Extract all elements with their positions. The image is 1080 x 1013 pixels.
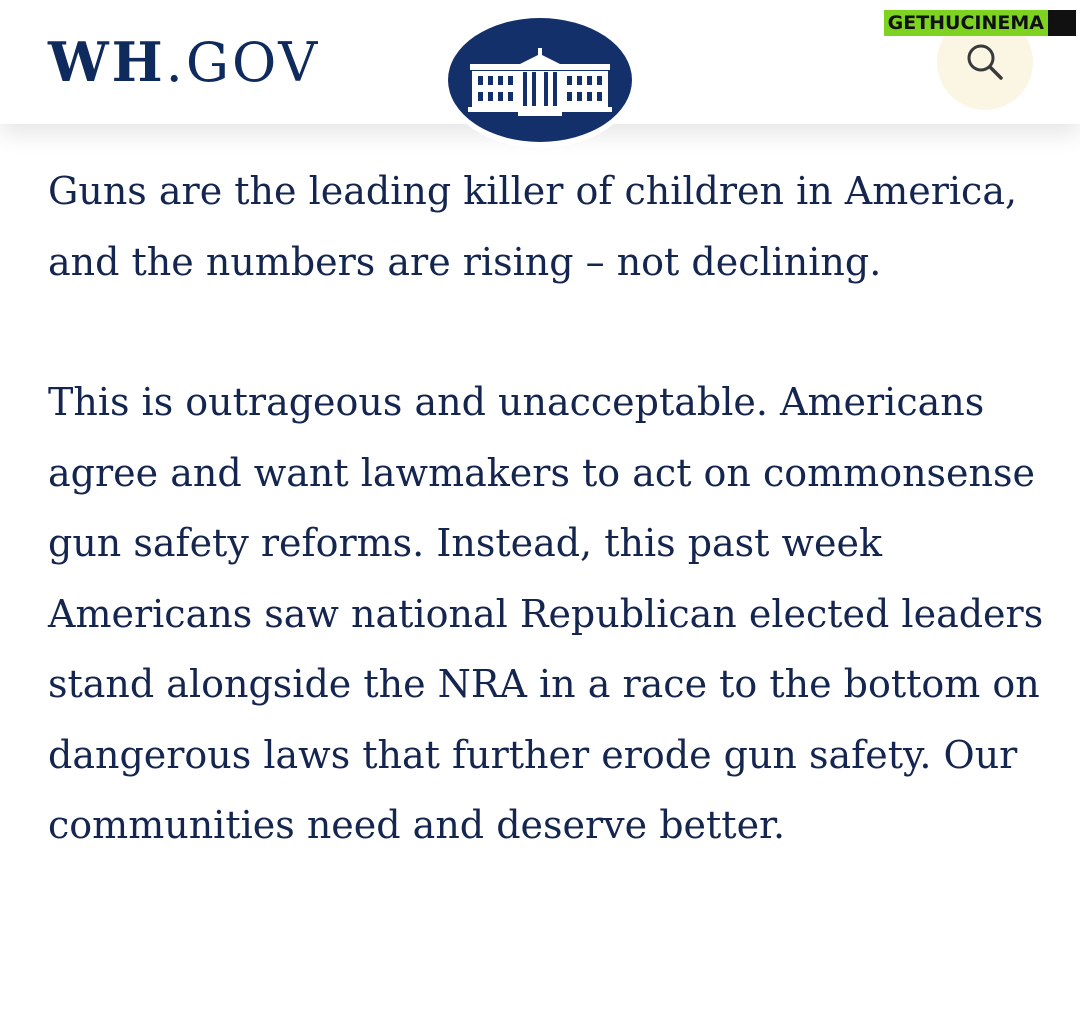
article-paragraph-2: This is outrageous and unacceptable. Americans agree and want lawmakers to act on commonsense gun safety reforms. Instead, this past week Americans saw national Republican elected leaders stand alongside the NRA in a race to the bottom on dangerous laws that further erode gun safety. Our communities need and deserve better.: [48, 380, 1044, 847]
white-house-seal-icon[interactable]: [444, 14, 636, 148]
site-logo-wordmark[interactable]: [48, 30, 320, 95]
article-body: [48, 156, 1048, 861]
brand-gov: .GOV: [165, 31, 321, 94]
watermark-text: GETHUCINEMA: [884, 10, 1048, 36]
film-strip-icon: [1048, 10, 1076, 36]
seal-emblem: [448, 18, 632, 142]
article-paragraph-1: Guns are the leading killer of children in America, and the numbers are rising – not declining.: [48, 169, 1018, 284]
brand-wh: WH: [48, 30, 166, 94]
white-house-building-icon: [448, 18, 632, 142]
search-icon: [963, 40, 1007, 84]
